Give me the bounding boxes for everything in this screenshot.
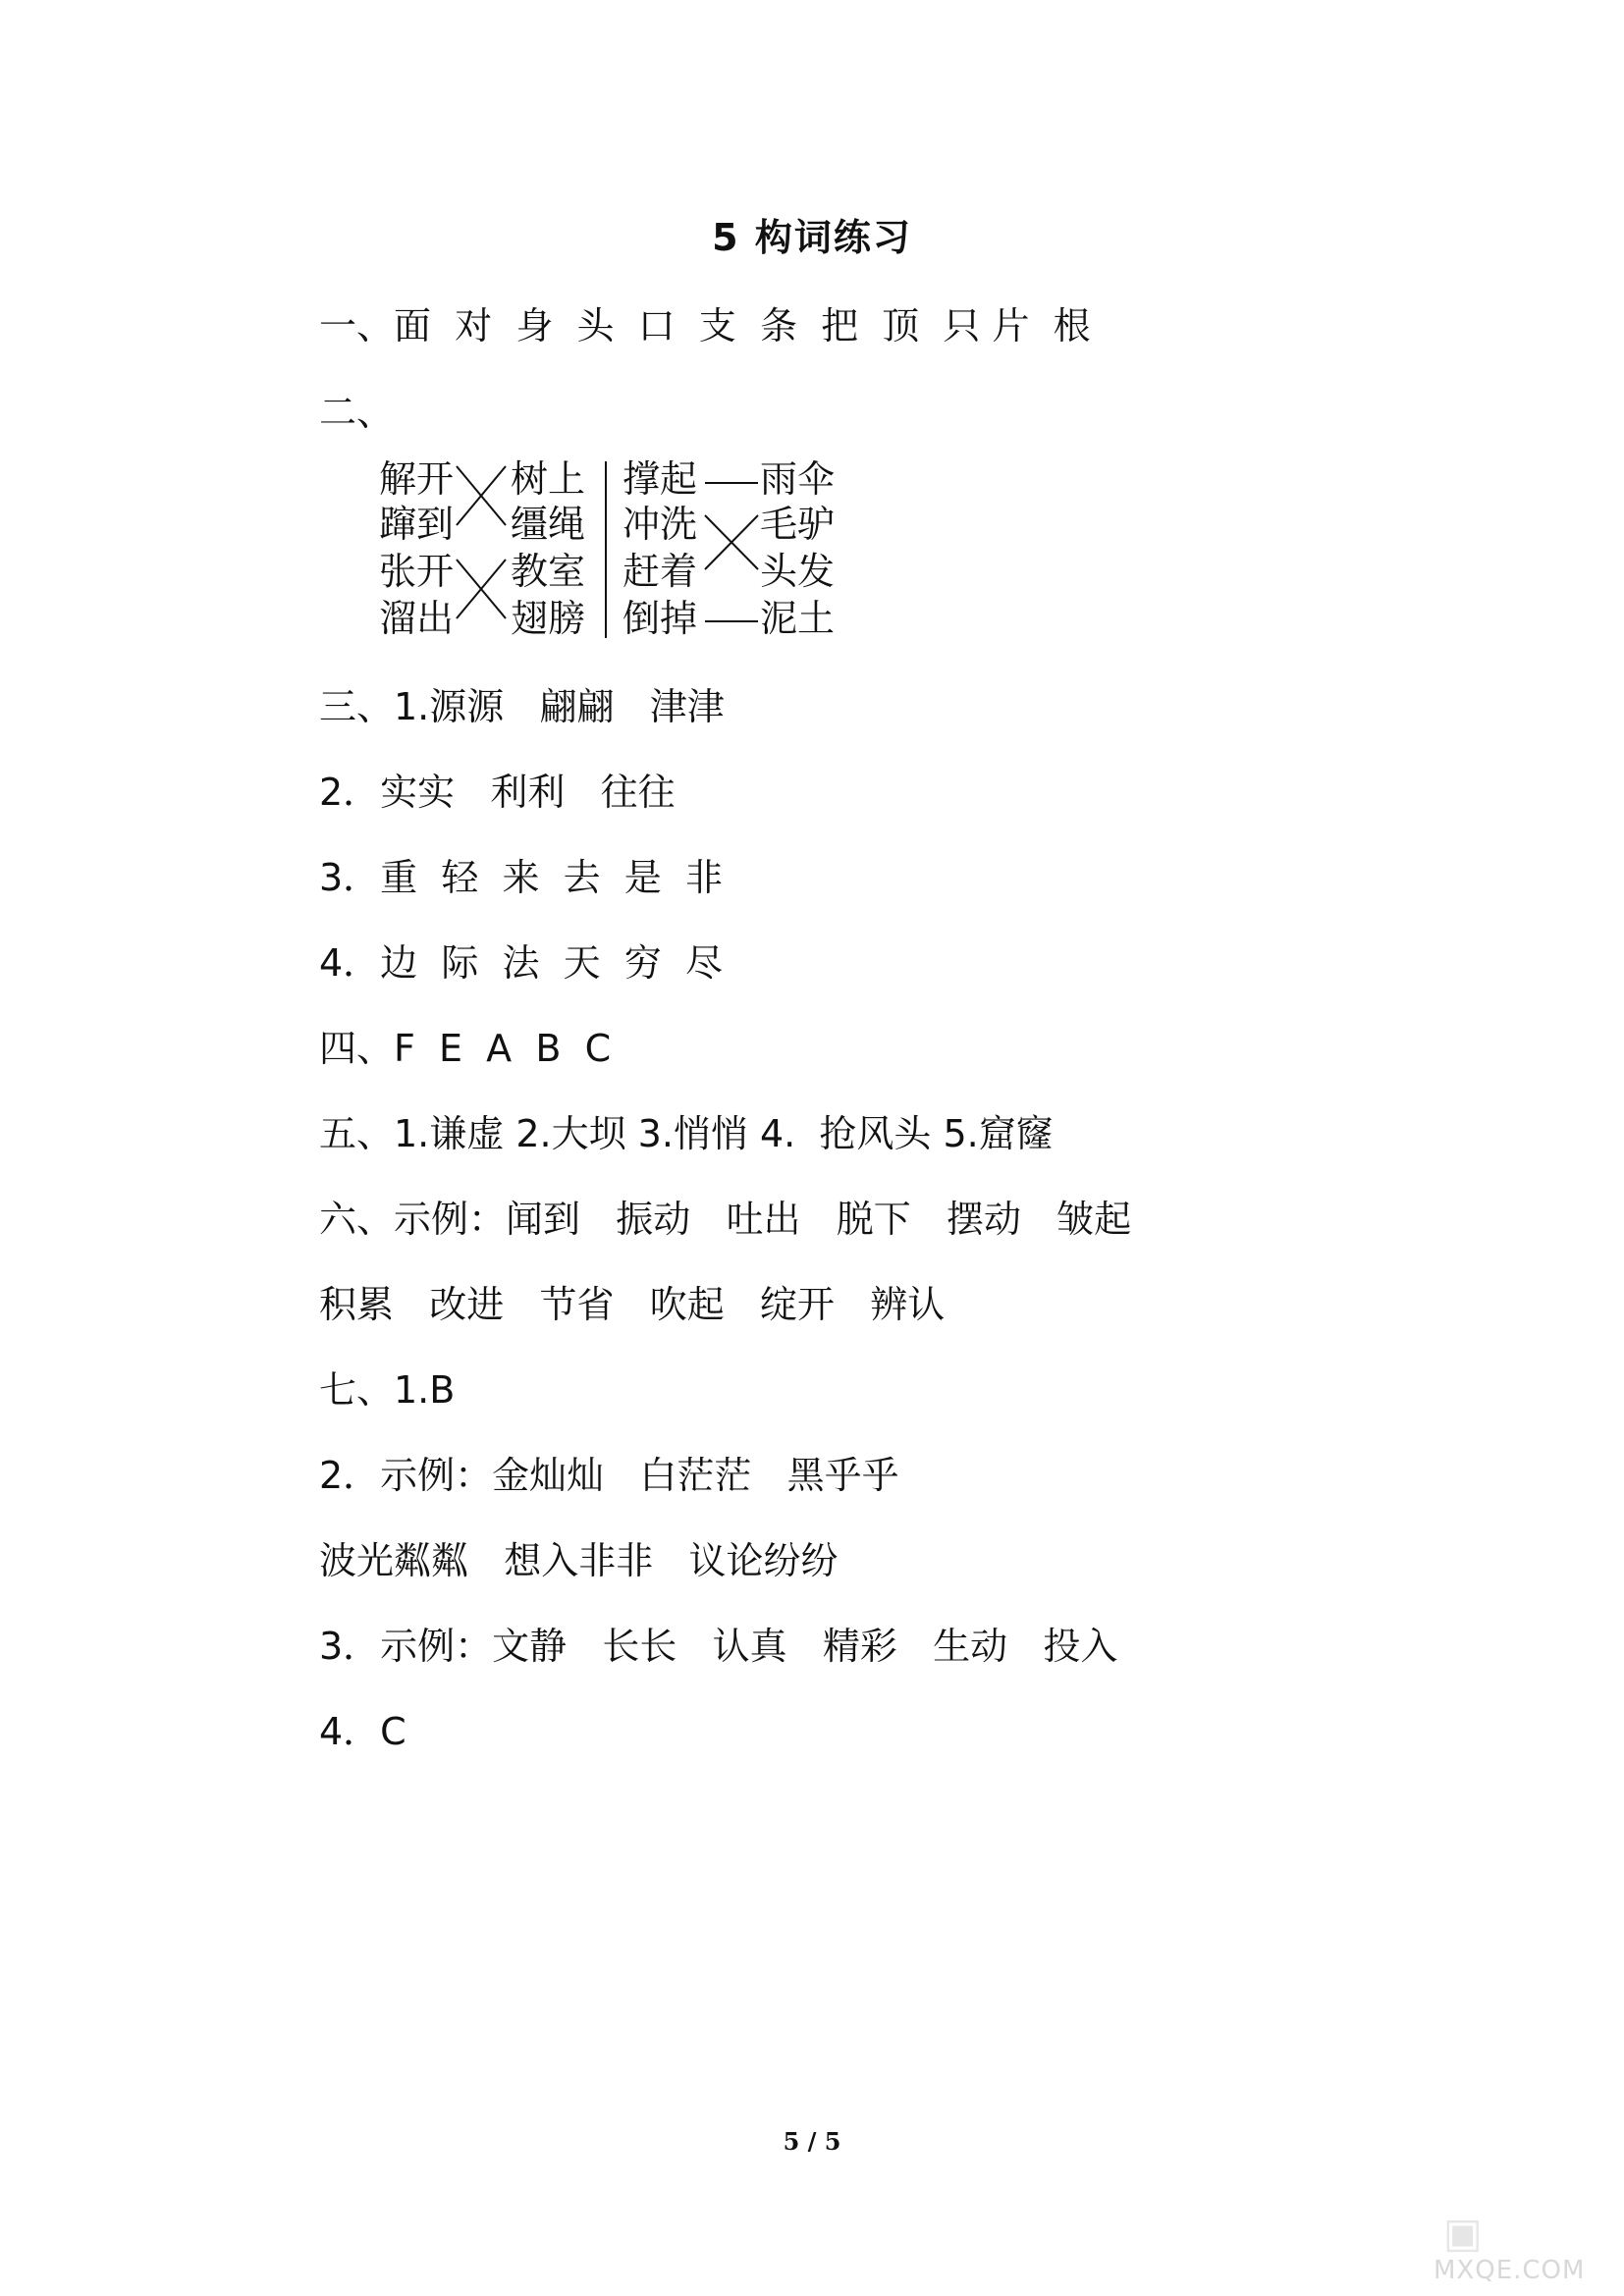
match-word: 解开: [379, 457, 455, 501]
match-word: 毛驴: [760, 503, 836, 546]
match-word: 泥土: [760, 597, 836, 640]
section-5: 3．重 轻 来 去 是 非: [319, 856, 723, 899]
section-7: 四、F E A B C: [319, 1027, 612, 1070]
matching-diagram: [373, 456, 864, 653]
watermark: [1434, 2209, 1615, 2287]
section-13: 波光粼粼 想入非非 议论纷纷: [319, 1539, 839, 1582]
match-word: 倒掉: [623, 597, 698, 640]
section-4: 2．实实 利利 往往: [319, 771, 676, 814]
page-number: 5 / 5: [783, 2127, 841, 2156]
section-9: 六、示例：闻到 振动 吐出 脱下 摆动 皱起: [319, 1198, 1132, 1241]
section-15: 4．C: [319, 1710, 406, 1753]
match-word: 树上: [511, 457, 586, 501]
watermark-text: MXQE.COM: [1434, 2256, 1586, 2285]
section-6: 4．边 际 法 天 穷 尽: [319, 941, 723, 985]
match-word: 翅膀: [511, 597, 586, 640]
match-word: 赶着: [623, 550, 698, 593]
section-14: 3．示例：文静 长长 认真 精彩 生动 投入: [319, 1625, 1118, 1668]
section-8: 五、1.谦虚 2.大坝 3.悄悄 4. 抢风头 5.窟窿: [319, 1112, 1054, 1155]
watermark-logo-icon: ▣: [1443, 2209, 1483, 2257]
section-12: 2．示例：金灿灿 白茫茫 黑乎乎: [319, 1454, 899, 1497]
match-word: 教室: [511, 550, 586, 593]
match-word: 头发: [760, 550, 836, 593]
match-word: 冲洗: [623, 503, 698, 546]
section-11: 七、1.B: [319, 1368, 456, 1412]
match-word: 蹿到: [379, 503, 455, 546]
match-word: 张开: [379, 550, 455, 593]
match-word: 缰绳: [511, 503, 586, 546]
match-word: 雨伞: [760, 457, 836, 501]
match-word: 溜出: [379, 597, 455, 640]
section-2-label: 二、: [319, 391, 395, 434]
section-10: 积累 改进 节省 吹起 绽开 辨认: [319, 1283, 946, 1326]
section-3: 三、1.源源 翩翩 津津: [319, 685, 725, 728]
section-1: 一、面 对 身 头 口 支 条 把 顶 只 片 根: [319, 304, 1091, 347]
page-title: 5 构词练习: [712, 216, 912, 259]
match-word: 撑起: [623, 457, 698, 501]
